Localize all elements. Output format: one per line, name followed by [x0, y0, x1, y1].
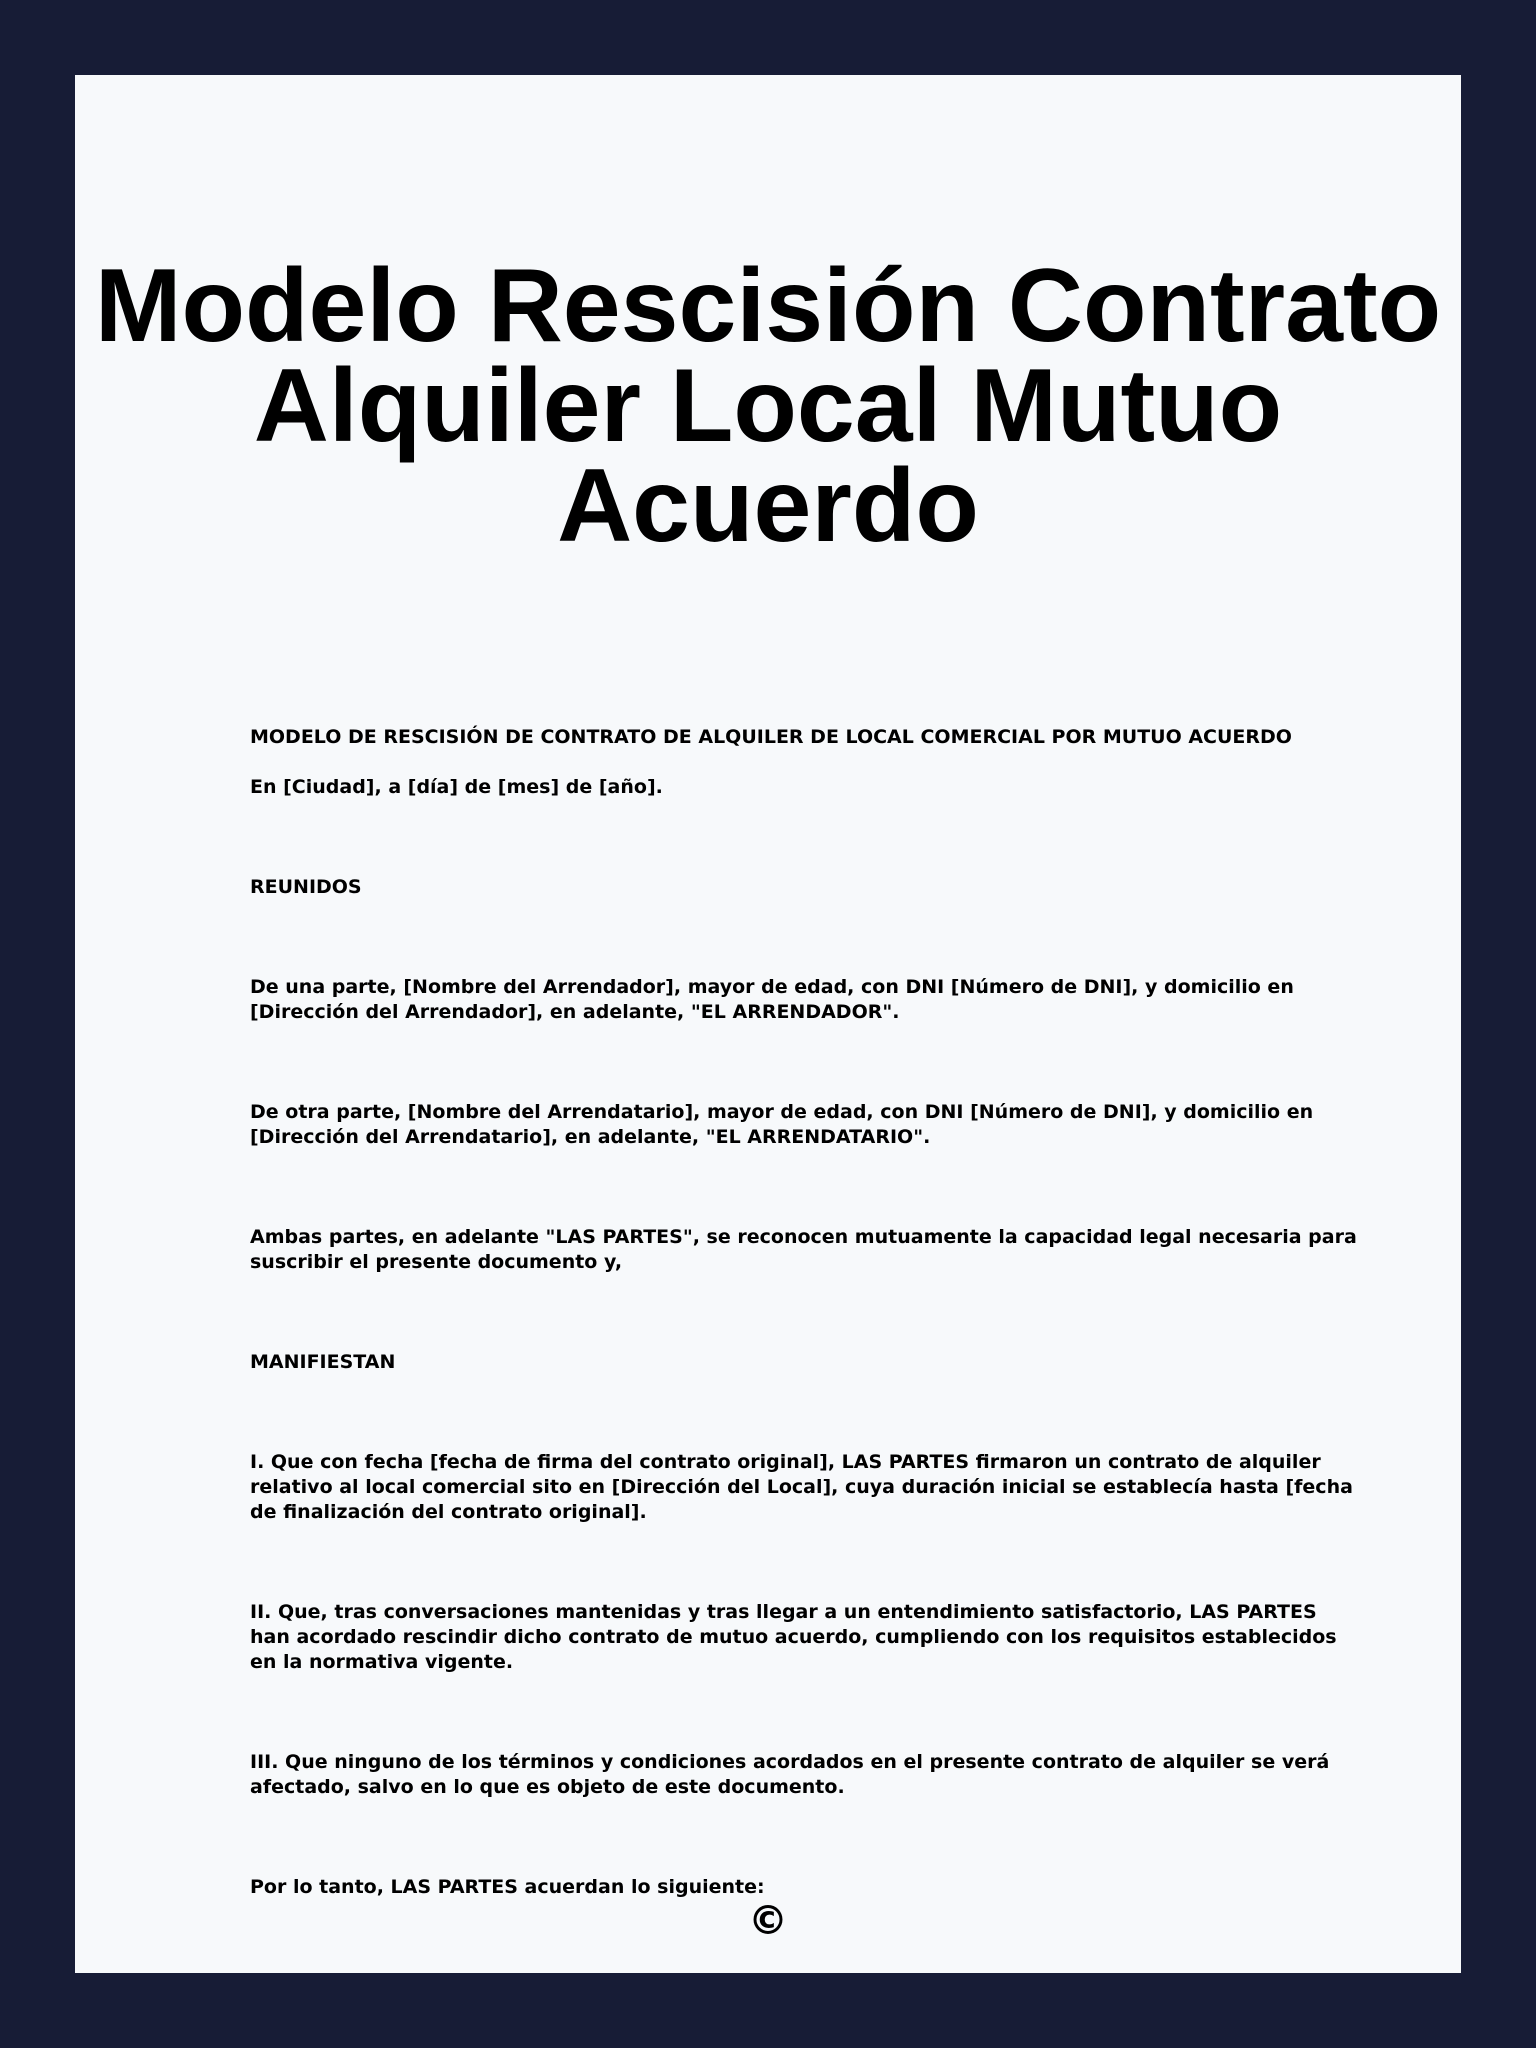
document-title: Modelo Rescisión Contrato Alquiler Local Mutuo Acuerdo [94, 248, 1442, 564]
date-line: En [Ciudad], a [día] de [mes] de [año]. [250, 776, 663, 798]
section-heading-reunidos: REUNIDOS [250, 876, 362, 898]
document-page [75, 75, 1461, 1973]
paragraph-clause-ii: II. Que, tras conversaciones mantenidas y tras llegar a un entendimiento satisfactorio, LAS PARTES han acordado rescindir dicho contrato de mutuo acuerdo, cumpliendo con los requisitos establecidos en la normativa vigente. [250, 1601, 1337, 1673]
paragraph-las-partes: Ambas partes, en adelante "LAS PARTES", se reconocen mutuamente la capacidad legal necesaria para suscribir el presente documento y, [250, 1226, 1357, 1273]
paragraph-clause-i: I. Que con fecha [fecha de firma del contrato original], LAS PARTES firmaron un contrato de alquiler relativo al local comercial sito en [Dirección del Local], cuya duración inicial se establecía hasta [fecha de finalización del contrato original]. [250, 1451, 1353, 1523]
paragraph-arrendatario: De otra parte, [Nombre del Arrendatario], mayor de edad, con DNI [Número de DNI], y domicilio en [Dirección del Arrendatario], en adelante, "EL ARRENDATARIO". [250, 1101, 1314, 1148]
copyright-icon: © [748, 1898, 788, 1944]
paragraph-conclusion: Por lo tanto, LAS PARTES acuerdan lo siguiente: [250, 1876, 765, 1898]
paragraph-clause-iii: III. Que ninguno de los términos y condiciones acordados en el presente contrato de alquiler se verá afectado, salvo en lo que es objeto de este documento. [250, 1751, 1330, 1798]
section-heading-manifiestan: MANIFIESTAN [250, 1351, 396, 1373]
paragraph-arrendador: De una parte, [Nombre del Arrendador], mayor de edad, con DNI [Número de DNI], y domicilio en [Dirección del Arrendador], en adelante, "EL ARRENDADOR". [250, 976, 1294, 1023]
document-heading: MODELO DE RESCISIÓN DE CONTRATO DE ALQUILER DE LOCAL COMERCIAL POR MUTUO ACUERDO [250, 726, 1292, 748]
